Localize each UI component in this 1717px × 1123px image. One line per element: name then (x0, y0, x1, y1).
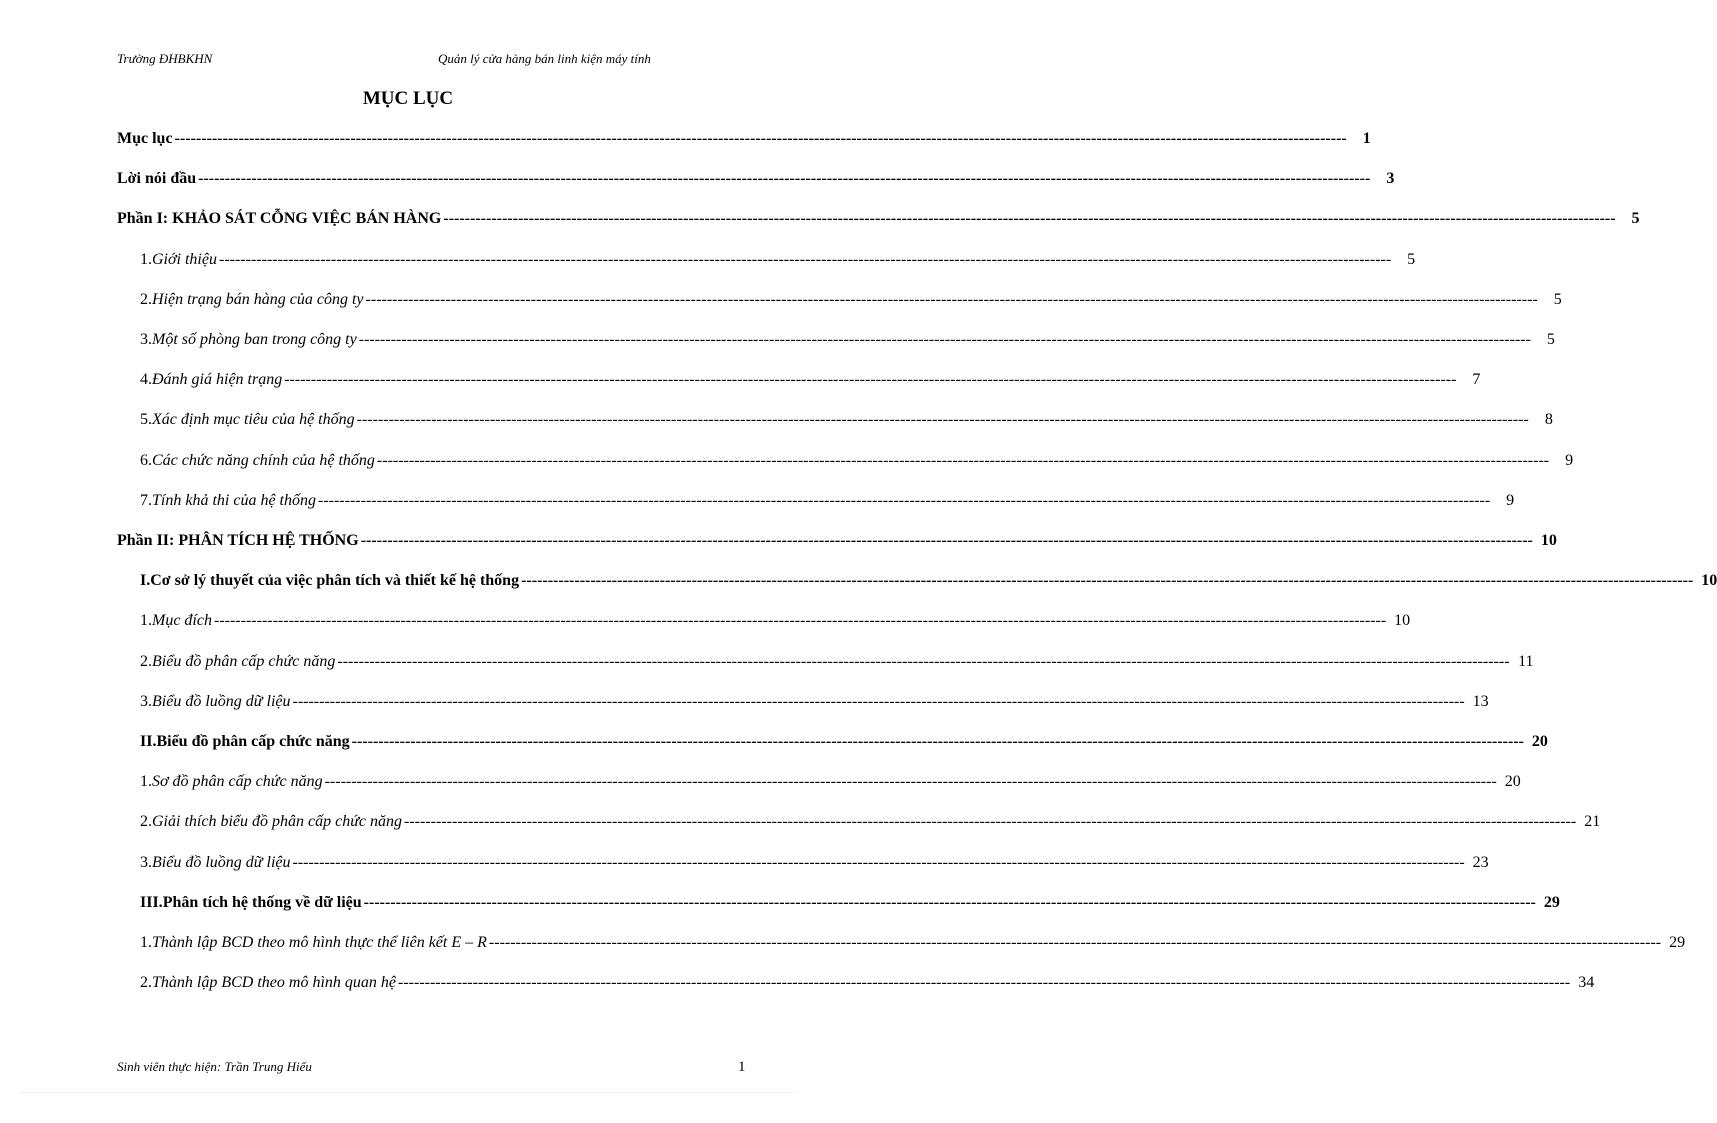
toc-entry-page: 21 (1584, 813, 1601, 831)
toc-entry-page: 10 (1701, 572, 1717, 590)
toc-entry (117, 210, 1640, 228)
toc-entry-page: 10 (1394, 612, 1411, 630)
toc-entry-number: II. (140, 733, 157, 750)
toc-entry-page: 8 (1544, 411, 1553, 429)
toc-entry-page: 5 (1407, 250, 1416, 268)
toc-entry-page: 9 (1506, 491, 1515, 509)
toc-dot-leader: ---------------------------------------------------------------------------------------------------------------------------------------------------------------------------------------------------------------------------- (404, 813, 1577, 831)
toc-entry-number: 3. (140, 853, 152, 871)
toc-entry-label: Thành lập BCD theo mô hình thực thể liên kết E – R (152, 934, 487, 951)
toc-entry-number: 1. (140, 773, 152, 791)
toc-entry (140, 290, 1562, 309)
toc-entry-label: Sơ đồ phân cấp chức năng (152, 773, 323, 791)
toc-entry-label: Thành lập BCD theo mô hình quan hệ (152, 974, 396, 992)
page-bottom-divider (20, 1092, 796, 1093)
toc-dot-leader: ---------------------------------------------------------------------------------------------------------------------------------------------------------------------------------------------------------------------------- (292, 853, 1465, 871)
toc-entry (140, 974, 1595, 992)
toc-entry-page: 11 (1518, 652, 1534, 670)
toc-entry (140, 250, 1416, 269)
toc-entry-label: Xác định mục tiêu của hệ thống (152, 411, 355, 429)
toc-entry-label: Phần I: KHẢO SÁT CỖNG VIỆC BÁN HÀNG (117, 210, 442, 228)
toc-entry-page: 5 (1546, 331, 1555, 348)
toc-entry-label: Lời nói đầu (117, 170, 197, 188)
toc-dot-leader: ---------------------------------------------------------------------------------------------------------------------------------------------------------------------------------------------------------------------------- (365, 290, 1538, 308)
toc-entry (140, 371, 1481, 389)
toc-entry-page: 20 (1504, 773, 1521, 791)
toc-entry (117, 170, 1395, 188)
toc-entry-label: Biểu đồ luồng dữ liệu (152, 692, 291, 710)
toc-entry-page: 10 (1540, 532, 1557, 549)
toc-entry-number: I. (140, 572, 151, 590)
toc-entry-page: 13 (1472, 692, 1489, 710)
toc-dot-leader: ---------------------------------------------------------------------------------------------------------------------------------------------------------------------------------------------------------------------------- (174, 130, 1347, 147)
toc-entry-label: Tính khả thi của hệ thống (152, 491, 316, 509)
toc-dot-leader: ---------------------------------------------------------------------------------------------------------------------------------------------------------------------------------------------------------------------------- (218, 250, 1392, 268)
toc-dot-leader: ---------------------------------------------------------------------------------------------------------------------------------------------------------------------------------------------------------------------------- (363, 893, 1536, 911)
toc-entry (140, 451, 1574, 470)
toc-entry-label: Giới thiệu (152, 250, 217, 268)
toc-entry-label: Giải thích biểu đồ phân cấp chức năng (152, 813, 403, 831)
toc-dot-leader: ---------------------------------------------------------------------------------------------------------------------------------------------------------------------------------------------------------------------------- (360, 532, 1533, 549)
toc-dot-leader: ---------------------------------------------------------------------------------------------------------------------------------------------------------------------------------------------------------------------------- (213, 612, 1387, 630)
toc-dot-leader: ---------------------------------------------------------------------------------------------------------------------------------------------------------------------------------------------------------------------------- (324, 773, 1497, 791)
toc-entry (140, 572, 1717, 590)
toc-entry (140, 692, 1489, 711)
toc-entry-label: Mục đích (152, 612, 212, 630)
toc-dot-leader: ---------------------------------------------------------------------------------------------------------------------------------------------------------------------------------------------------------------------------- (443, 210, 1616, 228)
toc-entry-number: 7. (140, 491, 152, 509)
toc-entry-page: 29 (1543, 893, 1560, 911)
toc-entry-page: 23 (1472, 853, 1489, 871)
toc-entry (140, 411, 1553, 429)
toc-dot-leader: ---------------------------------------------------------------------------------------------------------------------------------------------------------------------------------------------------------------------------- (521, 572, 1694, 590)
toc-entry (140, 853, 1489, 872)
toc-entry-number: 6. (140, 451, 152, 469)
toc-entry-number: 2. (140, 652, 152, 670)
toc-entry (140, 733, 1548, 751)
toc-dot-leader: ---------------------------------------------------------------------------------------------------------------------------------------------------------------------------------------------------------------------------- (292, 692, 1465, 710)
toc-entry-page: 34 (1578, 974, 1595, 992)
toc-dot-leader: ---------------------------------------------------------------------------------------------------------------------------------------------------------------------------------------------------------------------------- (317, 491, 1491, 509)
toc-entry-number: 3. (140, 331, 152, 348)
toc-entry-label: Cơ sở lý thuyết của việc phân tích và thiết kế hệ thống (150, 572, 520, 590)
toc-dot-leader: ---------------------------------------------------------------------------------------------------------------------------------------------------------------------------------------------------------------------------- (376, 451, 1550, 469)
toc-entry (117, 532, 1557, 550)
toc-entry-label: Hiện trạng bán hàng của công ty (152, 290, 364, 308)
toc-entry (140, 331, 1555, 349)
toc-entry (140, 934, 1686, 952)
toc-entry-label: Phần II: PHÂN TÍCH HỆ THỐNG (117, 532, 359, 549)
toc-entry-label: Biểu đồ phân cấp chức năng (152, 652, 336, 670)
toc-entry-number: 2. (140, 813, 152, 831)
toc-entry-label: Biểu đồ luồng dữ liệu (152, 853, 291, 871)
toc-entry-page: 3 (1386, 170, 1395, 188)
toc-entry-page: 9 (1565, 451, 1574, 469)
header-school: Trường ĐHBKHN (117, 51, 213, 66)
toc-entry-page: 5 (1553, 290, 1562, 308)
toc-entry (140, 652, 1534, 671)
toc-dot-leader: ---------------------------------------------------------------------------------------------------------------------------------------------------------------------------------------------------------------------------- (398, 974, 1571, 992)
toc-entry-number: 3. (140, 692, 152, 710)
header-project-title: Quản lý cửa hàng bán linh kiện máy tính (438, 51, 651, 66)
toc-entry-number: 4. (140, 371, 152, 389)
toc-entry-number: 2. (140, 974, 152, 992)
footer-page-number: 1 (738, 1059, 746, 1075)
toc-entry-label: Đánh giá hiện trạng (152, 371, 283, 389)
toc-entry-number: 1. (140, 934, 152, 951)
toc-entry-label: Biểu đồ phân cấp chức năng (156, 733, 350, 750)
toc-dot-leader: ---------------------------------------------------------------------------------------------------------------------------------------------------------------------------------------------------------------------------- (284, 371, 1457, 389)
toc-dot-leader: ---------------------------------------------------------------------------------------------------------------------------------------------------------------------------------------------------------------------------- (351, 733, 1524, 750)
toc-entry-page: 1 (1362, 130, 1371, 147)
toc-entry (140, 813, 1601, 831)
toc-entry-page: 5 (1631, 210, 1640, 228)
page-title: MỤC LỤC (362, 88, 454, 109)
toc-entry-label: Phân tích hệ thống về dữ liệu (162, 893, 362, 911)
toc-entry-label: Các chức năng chính của hệ thống (152, 451, 375, 469)
toc-entry (140, 773, 1521, 791)
toc-entry-number: 1. (140, 612, 152, 630)
toc-entry (140, 893, 1560, 912)
toc-entry (117, 130, 1371, 148)
toc-entry-number: 2. (140, 290, 152, 308)
toc-entry-page: 7 (1472, 371, 1481, 389)
toc-entry-number: III. (140, 893, 163, 911)
toc-entry (140, 491, 1515, 510)
toc-entry-page: 29 (1669, 934, 1686, 951)
footer-author: Sinh viên thực hiện: Trần Trung Hiếu (117, 1059, 312, 1074)
toc-entry (140, 612, 1411, 630)
toc-dot-leader: ---------------------------------------------------------------------------------------------------------------------------------------------------------------------------------------------------------------------------- (356, 411, 1529, 429)
toc-entry-label: Một số phòng ban trong công ty (152, 331, 357, 348)
toc-entry-number: 1. (140, 250, 152, 268)
toc-dot-leader: ---------------------------------------------------------------------------------------------------------------------------------------------------------------------------------------------------------------------------- (198, 170, 1371, 188)
toc-dot-leader: ---------------------------------------------------------------------------------------------------------------------------------------------------------------------------------------------------------------------------- (358, 331, 1531, 348)
toc-dot-leader: ---------------------------------------------------------------------------------------------------------------------------------------------------------------------------------------------------------------------------- (488, 934, 1662, 951)
toc-entry-label: Mục lục (117, 130, 173, 147)
toc-entry-number: 5. (140, 411, 152, 429)
toc-dot-leader: ---------------------------------------------------------------------------------------------------------------------------------------------------------------------------------------------------------------------------- (337, 652, 1510, 670)
toc-entry-page: 20 (1531, 733, 1548, 750)
